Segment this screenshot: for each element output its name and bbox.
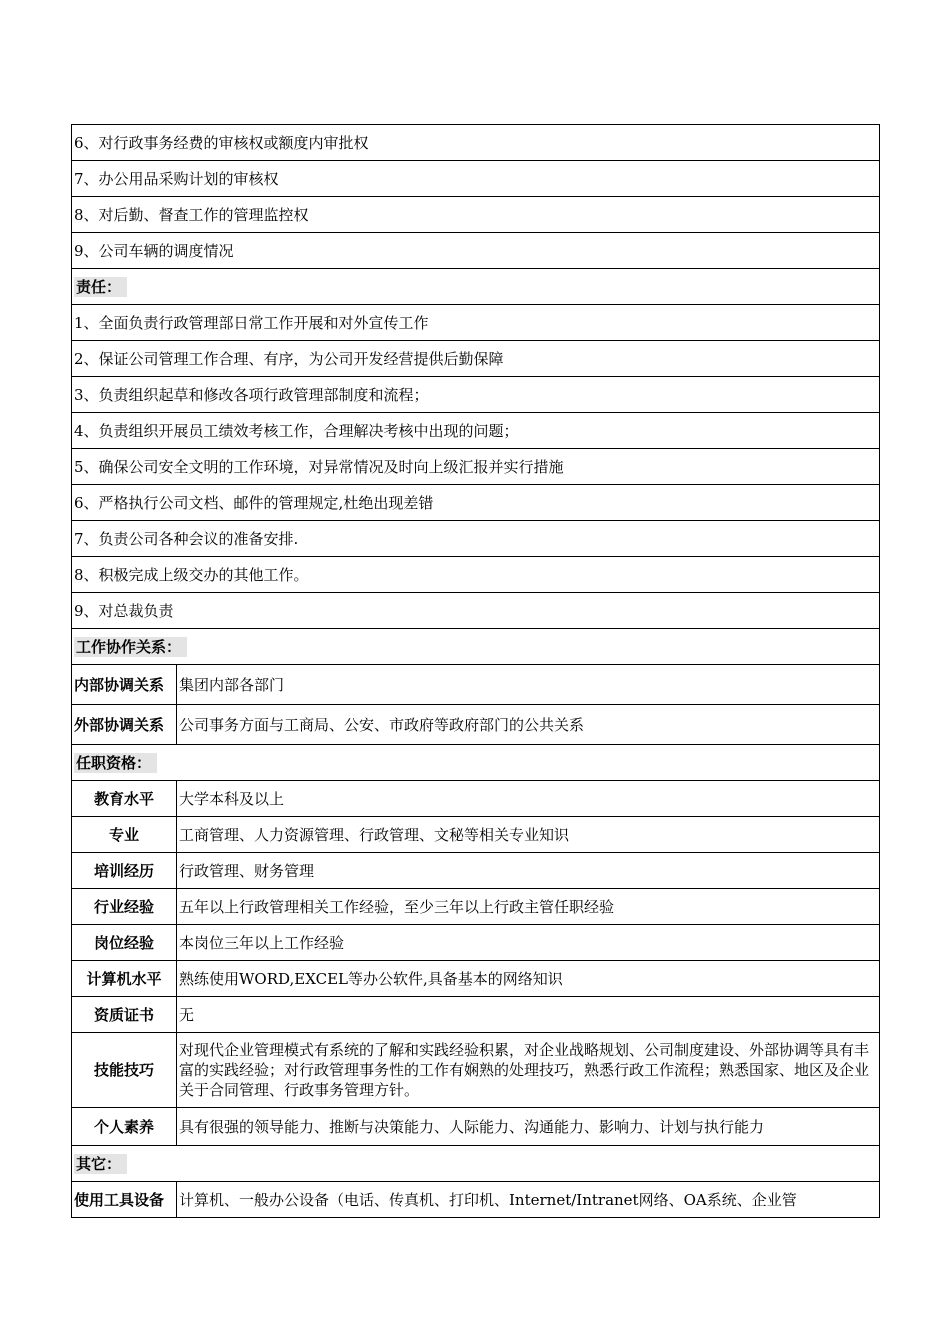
section-header-row — [72, 269, 880, 305]
tools-label: 使用工具设备 — [72, 1182, 177, 1218]
certificate-label: 资质证书 — [72, 997, 177, 1033]
internal-relation-label: 内部协调关系 — [72, 665, 177, 705]
responsibility-item: 8、积极完成上级交办的其他工作。 — [72, 557, 880, 593]
section-header-cell — [72, 269, 880, 305]
tools-value: 计算机、一般办公设备（电话、传真机、打印机、Internet/Intranet网络、OA系统、企业管 — [177, 1182, 880, 1218]
education-label: 教育水平 — [72, 781, 177, 817]
position-experience-label: 岗位经验 — [72, 925, 177, 961]
table-row — [72, 961, 880, 997]
responsibility-item: 3、负责组织起草和修改各项行政管理部制度和流程； — [72, 377, 880, 413]
table-row — [72, 817, 880, 853]
rights-item: 8、对后勤、督查工作的管理监控权 — [72, 197, 880, 233]
table-row — [72, 305, 880, 341]
responsibility-item: 9、对总裁负责 — [72, 593, 880, 629]
training-value: 行政管理、财务管理 — [177, 853, 880, 889]
section-header-cell — [72, 1146, 880, 1182]
other-header: 其它： — [74, 1154, 127, 1174]
table-row — [72, 377, 880, 413]
table-row — [72, 705, 880, 745]
computer-level-label: 计算机水平 — [72, 961, 177, 997]
rights-item: 9、公司车辆的调度情况 — [72, 233, 880, 269]
table-row — [72, 889, 880, 925]
computer-level-value: 熟练使用WORD,EXCEL等办公软件,具备基本的网络知识 — [177, 961, 880, 997]
table-row — [72, 233, 880, 269]
table-row — [72, 925, 880, 961]
position-experience-value: 本岗位三年以上工作经验 — [177, 925, 880, 961]
section-header-row — [72, 1146, 880, 1182]
table-row — [72, 781, 880, 817]
internal-relation-value: 集团内部各部门 — [177, 665, 880, 705]
table-row — [72, 197, 880, 233]
external-relation-value: 公司事务方面与工商局、公安、市政府等政府部门的公共关系 — [177, 705, 880, 745]
table-row — [72, 853, 880, 889]
major-value: 工商管理、人力资源管理、行政管理、文秘等相关专业知识 — [177, 817, 880, 853]
table-row — [72, 1033, 880, 1108]
personal-quality-label: 个人素养 — [72, 1108, 177, 1146]
certificate-value: 无 — [177, 997, 880, 1033]
responsibility-header: 责任： — [74, 277, 127, 297]
table-row — [72, 997, 880, 1033]
job-description-table — [71, 124, 880, 1218]
cooperation-header: 工作协作关系： — [74, 637, 187, 657]
skills-label: 技能技巧 — [72, 1033, 177, 1108]
section-header-cell — [72, 745, 880, 781]
table-row — [72, 125, 880, 161]
section-header-row — [72, 745, 880, 781]
responsibility-item: 7、负责公司各种会议的准备安排. — [72, 521, 880, 557]
external-relation-label: 外部协调关系 — [72, 705, 177, 745]
responsibility-item: 1、全面负责行政管理部日常工作开展和对外宣传工作 — [72, 305, 880, 341]
rights-item: 7、办公用品采购计划的审核权 — [72, 161, 880, 197]
table-row — [72, 665, 880, 705]
responsibility-item: 5、确保公司安全文明的工作环境，对异常情况及时向上级汇报并实行措施 — [72, 449, 880, 485]
section-header-cell — [72, 629, 880, 665]
responsibility-item: 4、负责组织开展员工绩效考核工作，合理解决考核中出现的问题； — [72, 413, 880, 449]
table-row — [72, 521, 880, 557]
education-value: 大学本科及以上 — [177, 781, 880, 817]
responsibility-item: 2、保证公司管理工作合理、有序，为公司开发经营提供后勤保障 — [72, 341, 880, 377]
table-row — [72, 341, 880, 377]
table-row — [72, 449, 880, 485]
rights-item: 6、对行政事务经费的审核权或额度内审批权 — [72, 125, 880, 161]
industry-experience-value: 五年以上行政管理相关工作经验，至少三年以上行政主管任职经验 — [177, 889, 880, 925]
table-row — [72, 161, 880, 197]
table-row — [72, 1108, 880, 1146]
table-row — [72, 485, 880, 521]
industry-experience-label: 行业经验 — [72, 889, 177, 925]
table-row — [72, 413, 880, 449]
table-row — [72, 557, 880, 593]
major-label: 专业 — [72, 817, 177, 853]
responsibility-item: 6、严格执行公司文档、邮件的管理规定,杜绝出现差错 — [72, 485, 880, 521]
section-header-row — [72, 629, 880, 665]
skills-value: 对现代企业管理模式有系统的了解和实践经验积累，对企业战略规划、公司制度建设、外部协调等具有丰富的实践经验；对行政管理事务性的工作有娴熟的处理技巧，熟悉行政工作流程；熟悉国家、地区及企业关于合同管理、行政事务管理方针。 — [177, 1033, 880, 1108]
table-row — [72, 593, 880, 629]
qualifications-header: 任职资格： — [74, 753, 157, 773]
table-row — [72, 1182, 880, 1218]
training-label: 培训经历 — [72, 853, 177, 889]
personal-quality-value: 具有很强的领导能力、推断与决策能力、人际能力、沟通能力、影响力、计划与执行能力 — [177, 1108, 880, 1146]
